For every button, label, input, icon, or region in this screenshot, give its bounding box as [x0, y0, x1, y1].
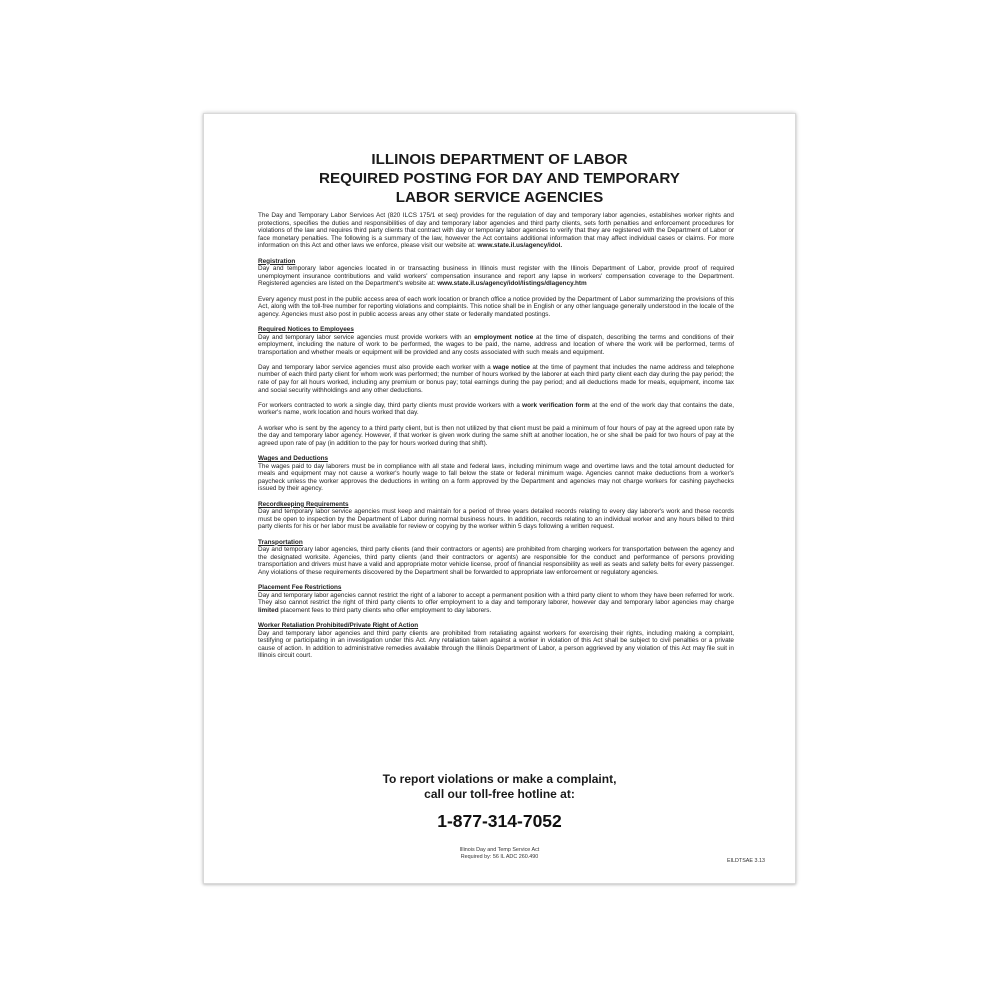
recordkeeping-text: Day and temporary labor service agencies must keep and maintain for a period of three years detailed records relating to every day laborer's work and these records must be open to inspection by the Department of Labor during normal business hours. In addition, records relating to an individual worker and any hours billed to third party clients for his or her labor must be available for review or copying by the worker within 5 days following a written request. — [258, 508, 734, 531]
wage-notice-term: wage notice — [492, 363, 531, 371]
placement-fee-text-b: placement fees to third party clients who offer employment to day laborers. — [280, 606, 492, 614]
recordkeeping-section — [258, 501, 734, 531]
employment-notice-text-b: at the time of dispatch, describing the terms and conditions of their employment, including the nature of work to be performed, the wages to be paid, the name, address and location of where the work will be performed, terms of transportation and whether meals or equipment will be provided and any costs associated with such meals and equipment. — [258, 333, 734, 356]
transportation-text: Day and temporary labor agencies, third party clients (and their contractors or agents) are prohibited from charging workers for transportation between the agency and the designated worksite. Agencies, third party clients (and their contractors or agents) are responsible for the conduct and performance of persons providing transportation and drivers must have a valid and appropriate motor vehicle license, proof of financial responsibility as well as seats and safety belts for every passenger. Any violations of these requirements discovered by the Department shall be forwarded to appropriate law enforcement or regulatory agencies. — [258, 546, 734, 576]
work-verification-text-b: at the end of the work day that contains the date, worker's name, work location and hours worked that day. — [258, 401, 735, 417]
wage-notice-text-b: at the time of payment that includes the name address and telephone number of each third party client for whom work was performed; the number of hours worked by the laborer at each third party client each day during the pay period; the rate of pay for all hours worked, including any premium or bonus pay; total earnings during the pay period; and all deductions made for meals, equipment, income tax and social security withholdings and any other deductions. — [258, 363, 735, 394]
wages-section — [258, 455, 734, 493]
employment-notice-text-a: Day and temporary labor service agencies must provide workers with an — [258, 333, 472, 341]
work-verification-paragraph — [258, 402, 734, 417]
poster-body — [258, 212, 734, 668]
placement-fee-term: limited — [258, 606, 279, 614]
wages-heading: Wages and Deductions — [258, 455, 329, 462]
title-line-2: REQUIRED POSTING FOR DAY AND TEMPORARY — [319, 170, 680, 187]
footer-citation — [204, 847, 795, 861]
recordkeeping-heading: Recordkeeping Requirements — [258, 500, 349, 508]
transportation-section — [258, 539, 734, 577]
wage-notice-paragraph — [258, 364, 734, 394]
title-line-1: ILLINOIS DEPARTMENT OF LABOR — [371, 151, 628, 168]
posting-paragraph: Every agency must post in the public access area of each work location or branch office a notice provided by the Department of Labor summarizing the provisions of this Act, along with the toll-free number for reporting violations and complaints. This notice shall be in English or any other language generally understood in the locale of the agency. Agencies must also post in public access areas any other state or federally mandated postings. — [258, 295, 734, 318]
registration-body: Day and temporary labor agencies located in or transacting business in Illinois must register with the Illinois Department of Labor, provide proof of required unemployment insurance contributions and valid workers' compensation insurance and report any lapse in workers' compensation coverage to the Department. Registered agencies are listed on the Department's website at: — [258, 265, 734, 288]
poster-sheet — [203, 113, 796, 884]
notices-heading: Required Notices to Employees — [258, 325, 354, 333]
form-code: EILDTSAE 3.13 — [726, 858, 765, 864]
hotline-phone-number: 1-877-314-7052 — [437, 811, 562, 831]
wages-text: The wages paid to day laborers must be in compliance with all state and federal laws, including minimum wage and overtime laws and the total amount deducted for meals and equipment may not cause a worker's hourly wage to fall below the state or federal minimum wage. Agencies cannot make deductions from a worker's paycheck unless the worker approves the deductions in writing on a form approved by the Department and agencies may not charge workers for cashing paychecks issued by their agency. — [258, 462, 734, 493]
placement-fee-heading: Placement Fee Restrictions — [258, 584, 342, 592]
intro-text: The Day and Temporary Labor Services Act (820 ILCS 175/1 et seq) provides for the regulation of day and temporary labor agencies, establishes worker rights and protections, specifies the duties and responsibilities of day and temporary labor agencies and third party clients, sets forth penalties and enforcement procedures for violations of the law and requires third party clients that contract with day or temporary labor agencies to verify that they are registered with the Department of Labor or face monetary penalties. The following is a summary of the law, however the Act contains additional information that may affect individual cases or claims. For more information on this Act and other laws we enforce, please visit our website at: — [258, 212, 734, 250]
employment-notice-paragraph — [258, 334, 734, 357]
complaint-call-to-action — [204, 772, 795, 802]
retaliation-section — [258, 622, 734, 660]
minimum-pay-paragraph: A worker who is sent by the agency to a third party client, but is then not utilized by that client must be paid a minimum of four hours of pay at the agreed upon rate by the day and temporary labor agency. However, if that worker is given work during the same shift at another location, he or she shall be paid for two hours of pay at the agreed upon rate of pay (in addition to the pay for hours worked during that shift). — [258, 424, 734, 447]
transportation-heading: Transportation — [258, 538, 303, 546]
intro-paragraph — [258, 212, 734, 250]
notices-section — [258, 326, 734, 448]
retaliation-heading: Worker Retaliation Prohibited/Private Right of Action — [258, 622, 419, 630]
cta-line-2: call our toll-free hotline at: — [424, 787, 575, 801]
retaliation-text: Day and temporary labor agencies and third party clients are prohibited from retaliating against workers for exercising their rights, including making a complaint, testifying or participating in an investigation under this Act. Any retaliation taken against a worker in violation of this Act shall be subject to civil penalties or a private cause of action. In addition to administrative remedies available through the Illinois Department of Labor, a person aggrieved by any violation of this Act may file suit in Illinois circuit court. — [258, 629, 734, 660]
footer-line-1: Illinois Day and Temp Service Act — [459, 847, 540, 853]
title-line-3: LABOR SERVICE AGENCIES — [395, 189, 604, 206]
intro-website: www.state.il.us/agency/idol. — [477, 242, 563, 250]
cta-line-1: To report violations or make a complaint, — [382, 772, 617, 786]
registration-section — [258, 258, 734, 288]
registration-heading: Registration — [258, 257, 296, 265]
registration-text — [258, 265, 734, 288]
work-verification-term: work verification form — [522, 401, 590, 409]
placement-fee-section — [258, 584, 734, 614]
wage-notice-text-a: Day and temporary labor service agencies must also provide each worker with a — [258, 363, 491, 371]
placement-fee-text — [258, 592, 734, 615]
registration-website: www.state.il.us/agency/idol/listings/dlagency.htm — [437, 280, 587, 288]
poster-title — [204, 150, 795, 207]
work-verification-text-a: For workers contracted to work a single day, third party clients must provide workers with a — [258, 401, 520, 409]
footer-line-2: Required by: 56 IL ADC 260.490 — [460, 854, 539, 860]
employment-notice-term: employment notice — [474, 333, 534, 341]
placement-fee-text-a: Day and temporary labor agencies cannot restrict the right of a laborer to accept a permanent position with a third party client to whom they have been referred for work. They also cannot restrict the right of third party clients to offer employment to a day and temporary laborer, however day and temporary labor agencies may charge — [258, 591, 734, 607]
